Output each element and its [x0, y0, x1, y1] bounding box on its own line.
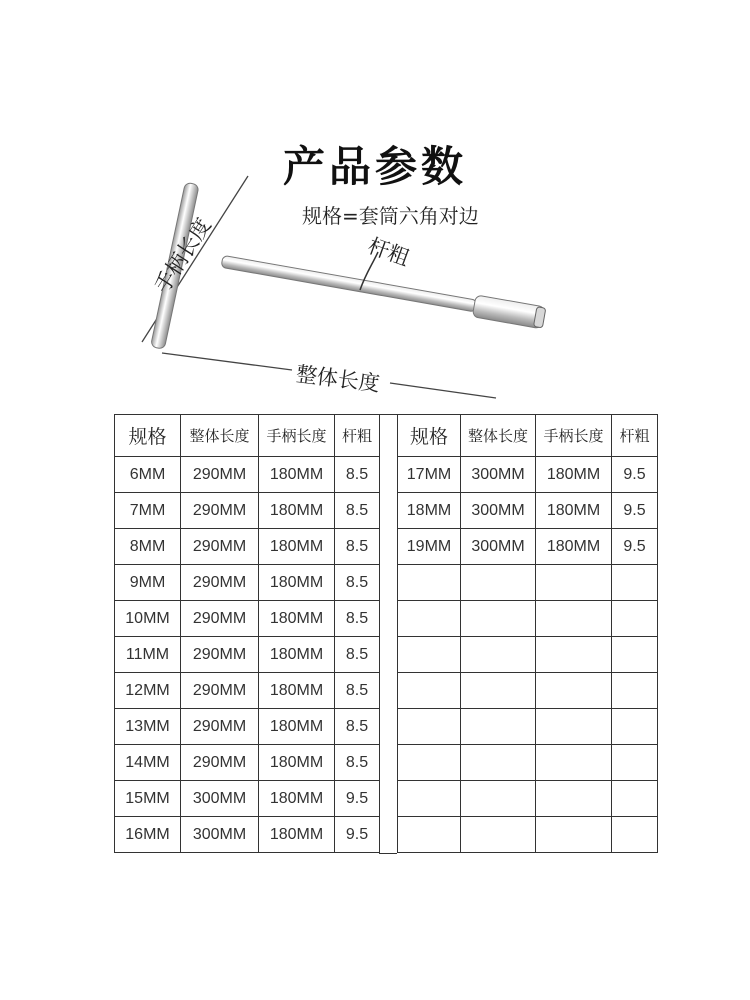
spec-definition-note: 规格=套筒六角对边: [302, 204, 479, 228]
table-row: [115, 709, 380, 745]
spec-table-right: [397, 414, 658, 853]
table-cell: 180MM: [259, 529, 335, 565]
table-cell: [536, 565, 612, 601]
table-cell: [461, 565, 536, 601]
table-cell: [398, 781, 461, 817]
table-cell: [612, 745, 658, 781]
table-cell: 180MM: [259, 709, 335, 745]
table-cell: 290MM: [181, 601, 259, 637]
table-cell: [398, 745, 461, 781]
table-cell: [612, 601, 658, 637]
table-cell: [461, 673, 536, 709]
table-cell: 8.5: [335, 637, 380, 673]
table-cell: 7MM: [115, 493, 181, 529]
table-cell: 180MM: [536, 529, 612, 565]
column-header: 杆粗: [612, 415, 658, 457]
table-cell: 16MM: [115, 817, 181, 853]
table-cell: [461, 745, 536, 781]
table-row: [398, 565, 658, 601]
table-cell: 300MM: [181, 781, 259, 817]
table-cell: [536, 817, 612, 853]
spec-table-left: [114, 414, 380, 853]
table-cell: 8.5: [335, 457, 380, 493]
column-header: 规格: [398, 415, 461, 457]
table-cell: 9.5: [612, 457, 658, 493]
table-cell: 290MM: [181, 565, 259, 601]
table-row: [398, 529, 658, 565]
t-handle-wrench-diagram: [0, 0, 750, 410]
table-cell: [461, 781, 536, 817]
table-row: [115, 565, 380, 601]
table-cell: [536, 781, 612, 817]
table-cell: 180MM: [259, 781, 335, 817]
table-cell: 10MM: [115, 601, 181, 637]
table-divider: [379, 414, 397, 854]
table-cell: 8.5: [335, 709, 380, 745]
table-cell: 180MM: [536, 493, 612, 529]
table-cell: [536, 673, 612, 709]
column-header: 手柄长度: [259, 415, 335, 457]
table-cell: 290MM: [181, 529, 259, 565]
table-cell: 13MM: [115, 709, 181, 745]
rod-diameter-label: 杆粗: [364, 233, 413, 271]
table-cell: 180MM: [259, 637, 335, 673]
table-cell: 300MM: [461, 529, 536, 565]
table-cell: [536, 637, 612, 673]
table-cell: 180MM: [259, 565, 335, 601]
table-cell: 180MM: [536, 457, 612, 493]
overall-length-dimension-line-left: [162, 353, 292, 370]
table-cell: 8.5: [335, 565, 380, 601]
table-row: [398, 781, 658, 817]
table-cell: [612, 781, 658, 817]
table-cell: 290MM: [181, 457, 259, 493]
table-cell: 8.5: [335, 745, 380, 781]
table-cell: [461, 817, 536, 853]
table-cell: [398, 817, 461, 853]
table-cell: [461, 637, 536, 673]
column-header: 整体长度: [181, 415, 259, 457]
table-cell: [398, 709, 461, 745]
overall-length-dimension-line-right: [390, 383, 496, 398]
table-cell: 14MM: [115, 745, 181, 781]
table-cell: 290MM: [181, 673, 259, 709]
table-cell: 8MM: [115, 529, 181, 565]
table-row: [398, 493, 658, 529]
handle-length-label: 手柄长度: [149, 213, 216, 298]
table-cell: [612, 637, 658, 673]
column-header: 杆粗: [335, 415, 380, 457]
table-row: [398, 745, 658, 781]
table-row: [398, 709, 658, 745]
table-cell: [461, 601, 536, 637]
table-cell: 290MM: [181, 709, 259, 745]
table-cell: 180MM: [259, 493, 335, 529]
table-row: [115, 457, 380, 493]
table-row: [398, 817, 658, 853]
table-cell: 300MM: [461, 457, 536, 493]
table-cell: [536, 601, 612, 637]
table-cell: 9.5: [612, 529, 658, 565]
table-cell: [461, 709, 536, 745]
table-cell: 8.5: [335, 493, 380, 529]
table-cell: [398, 673, 461, 709]
table-row: [115, 637, 380, 673]
table-cell: 18MM: [398, 493, 461, 529]
table-cell: 12MM: [115, 673, 181, 709]
column-header: 整体长度: [461, 415, 536, 457]
table-cell: 9.5: [612, 493, 658, 529]
table-cell: 180MM: [259, 601, 335, 637]
table-cell: 8.5: [335, 529, 380, 565]
table-cell: 15MM: [115, 781, 181, 817]
table-cell: [536, 709, 612, 745]
table-cell: 180MM: [259, 817, 335, 853]
table-cell: 8.5: [335, 601, 380, 637]
column-header: 规格: [115, 415, 181, 457]
table-cell: 180MM: [259, 457, 335, 493]
table-row: [398, 601, 658, 637]
table-row: [115, 529, 380, 565]
table-cell: [612, 817, 658, 853]
table-row: [115, 673, 380, 709]
table-cell: [398, 601, 461, 637]
table-cell: 180MM: [259, 745, 335, 781]
table-cell: 300MM: [181, 817, 259, 853]
table-cell: [612, 673, 658, 709]
table-row: [115, 601, 380, 637]
table-cell: 8.5: [335, 673, 380, 709]
table-cell: [612, 565, 658, 601]
table-cell: 290MM: [181, 637, 259, 673]
table-cell: 9MM: [115, 565, 181, 601]
table-cell: 19MM: [398, 529, 461, 565]
right-table-header-row: [398, 415, 658, 457]
table-cell: [398, 565, 461, 601]
table-row: [115, 745, 380, 781]
left-table-header-row: [115, 415, 380, 457]
table-cell: [536, 745, 612, 781]
table-row: [115, 493, 380, 529]
table-cell: 300MM: [461, 493, 536, 529]
overall-length-label: 整体长度: [294, 361, 382, 397]
table-cell: [612, 709, 658, 745]
table-row: [115, 817, 380, 853]
table-cell: [398, 637, 461, 673]
table-cell: 290MM: [181, 493, 259, 529]
table-cell: 9.5: [335, 817, 380, 853]
table-row: [398, 673, 658, 709]
page-title: 产品参数: [282, 142, 467, 191]
table-row: [115, 781, 380, 817]
table-cell: 9.5: [335, 781, 380, 817]
table-row: [398, 637, 658, 673]
table-cell: 6MM: [115, 457, 181, 493]
table-cell: 17MM: [398, 457, 461, 493]
table-cell: 11MM: [115, 637, 181, 673]
table-cell: 290MM: [181, 745, 259, 781]
table-cell: 180MM: [259, 673, 335, 709]
column-header: 手柄长度: [536, 415, 612, 457]
table-row: [398, 457, 658, 493]
